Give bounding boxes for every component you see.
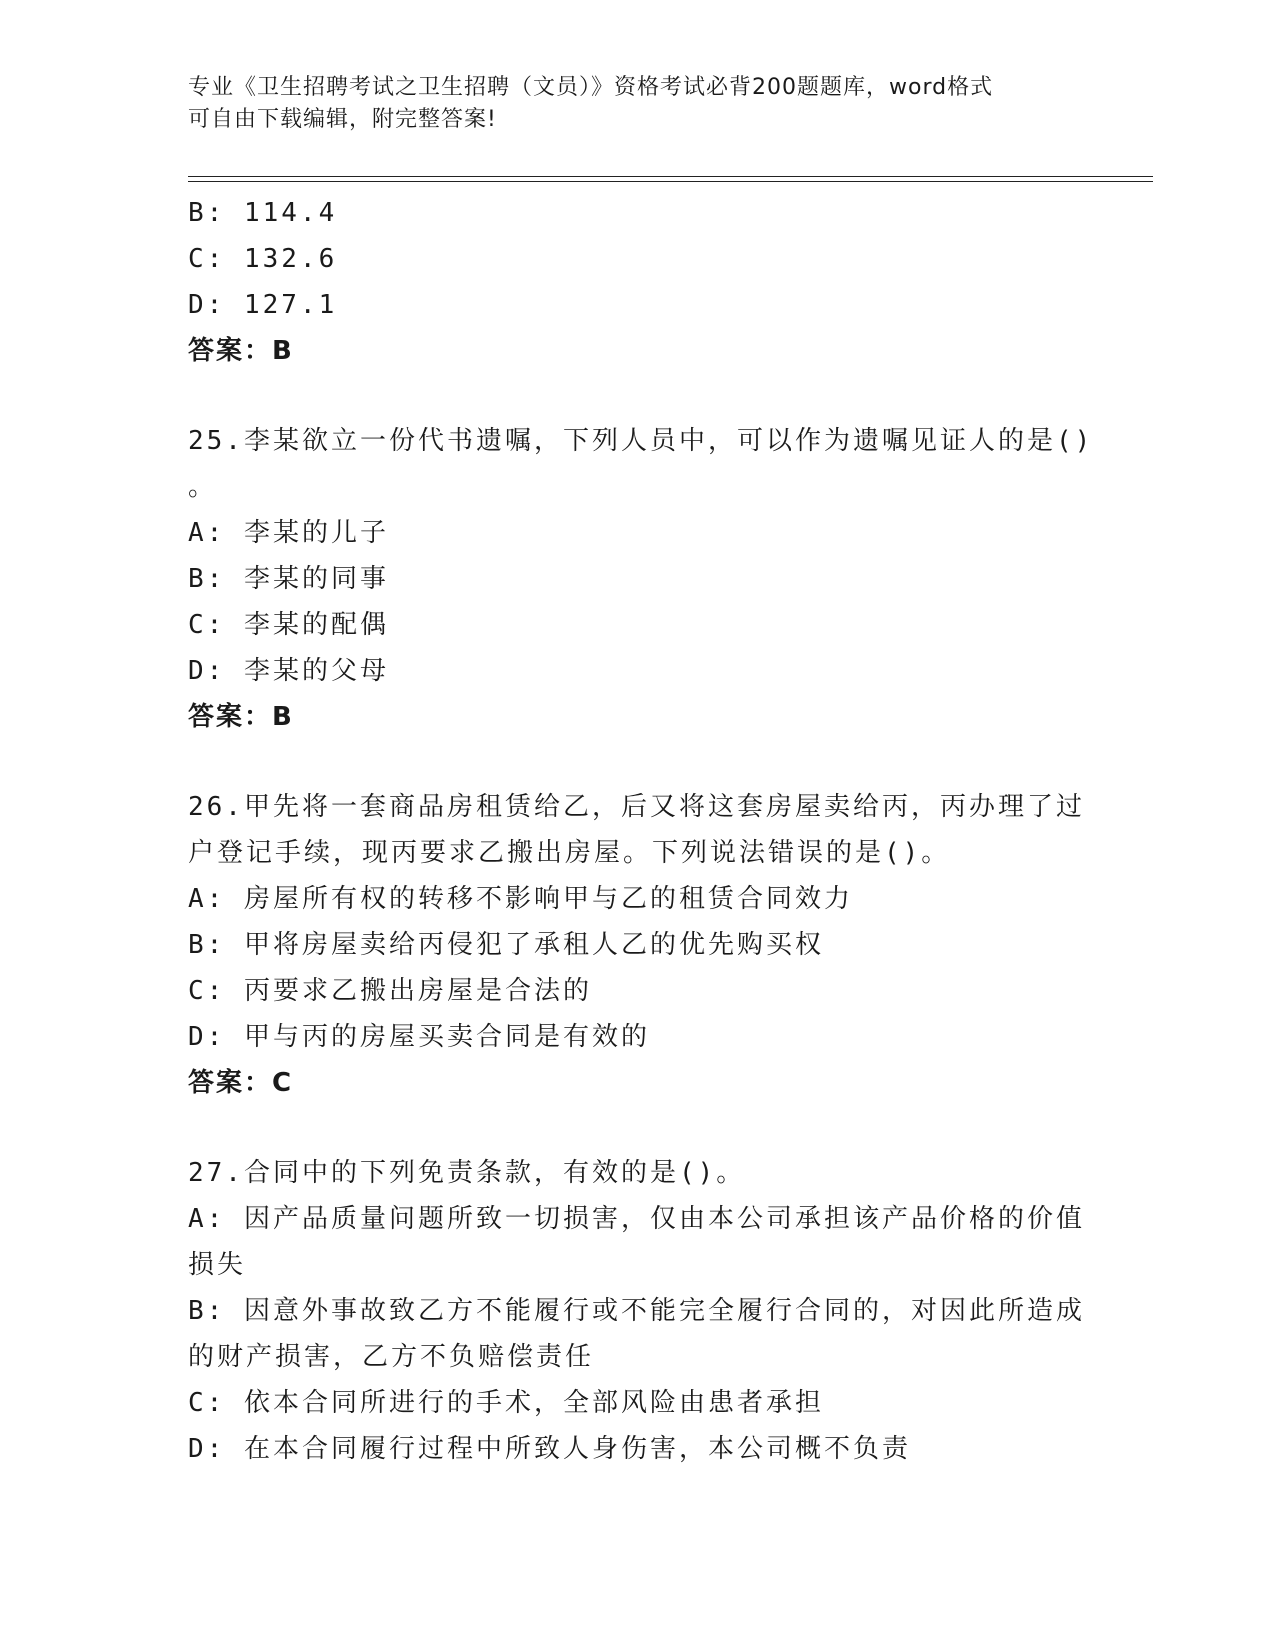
question-text-continued: 户登记手续，现丙要求乙搬出房屋。下列说法错误的是()。 [188, 838, 951, 868]
header-title-line-1: 专业《卫生招聘考试之卫生招聘（文员）》资格考试必背200题题库，word格式 [188, 75, 994, 100]
option-a: A: 房屋所有权的转移不影响甲与乙的租赁合同效力 [188, 884, 853, 914]
answer-label: 答案：B [188, 336, 294, 366]
option-b: B: 因意外事故致乙方不能履行或不能完全履行合同的，对因此所造成 [188, 1296, 1085, 1326]
question-text: 27.合同中的下列免责条款，有效的是()。 [188, 1158, 746, 1188]
question-text-continued: 。 [188, 472, 218, 502]
option-b: B: 李某的同事 [188, 564, 389, 594]
option-a: A: 因产品质量问题所致一切损害，仅由本公司承担该产品价格的价值 [188, 1204, 1085, 1234]
header-divider-top [188, 176, 1153, 177]
question-text: 26.甲先将一套商品房租赁给乙，后又将这套房屋卖给丙，丙办理了过 [188, 792, 1085, 822]
question-27 [188, 1150, 1085, 1472]
question-25 [188, 418, 1094, 740]
document-header [188, 72, 1068, 136]
option-b: B: 甲将房屋卖给丙侵犯了承租人乙的优先购买权 [188, 930, 824, 960]
header-divider-bottom [188, 181, 1153, 182]
option-c: C: 132.6 [188, 244, 338, 274]
option-b: B: 114.4 [188, 198, 338, 228]
option-d: D: 李某的父母 [188, 656, 389, 686]
option-c: C: 李某的配偶 [188, 610, 389, 640]
question-content [188, 190, 1094, 1472]
answer-label: 答案：B [188, 702, 294, 732]
option-c: C: 丙要求乙搬出房屋是合法的 [188, 976, 592, 1006]
option-a: A: 李某的儿子 [188, 518, 389, 548]
answer-label: 答案：C [188, 1068, 294, 1098]
option-d: D: 在本合同履行过程中所致人身伤害，本公司概不负责 [188, 1434, 911, 1464]
option-b-continued: 的财产损害，乙方不负赔偿责任 [188, 1342, 595, 1372]
question-text: 25.李某欲立一份代书遗嘱，下列人员中，可以作为遗嘱见证人的是() [188, 426, 1094, 456]
option-d: D: 127.1 [188, 290, 338, 320]
header-title-line-2: 可自由下载编辑，附完整答案! [188, 107, 497, 132]
option-a-continued: 损失 [188, 1250, 247, 1280]
option-d: D: 甲与丙的房屋买卖合同是有效的 [188, 1022, 650, 1052]
previous-question-tail [188, 190, 1078, 374]
option-c: C: 依本合同所进行的手术，全部风险由患者承担 [188, 1388, 824, 1418]
question-26 [188, 784, 1085, 1106]
